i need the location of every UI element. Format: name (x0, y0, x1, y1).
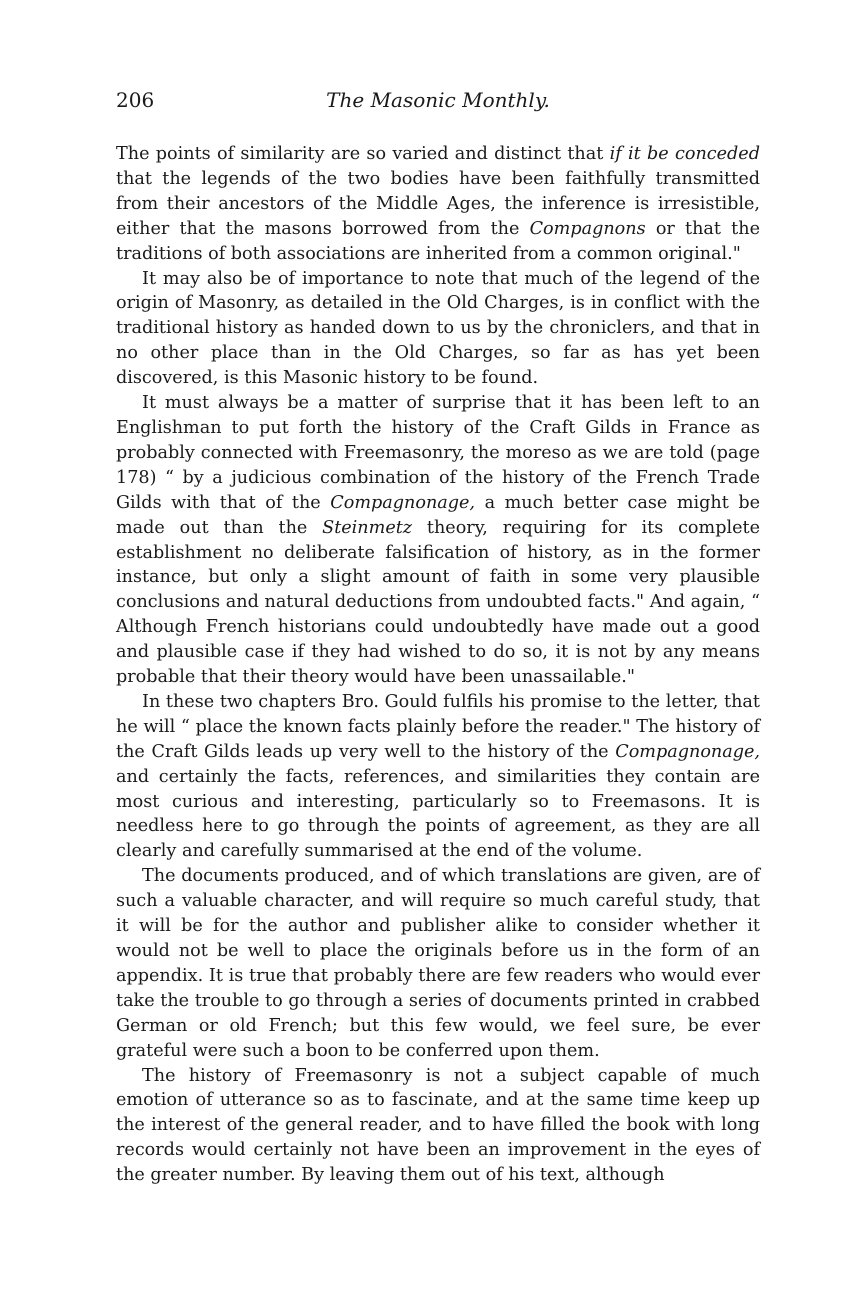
text-segment: or that the traditions of both associations are inherited from a common original." (116, 218, 760, 264)
paragraph-1 (116, 142, 760, 267)
text-segment: It may also be of importance to note that much of the legend of the origin of Masonry, as detailed in the Old Charges, is in conflict with the traditional history as handed down to us by the chroniclers, and that in no other place than in the Old Charges, so far as has yet been discovered, is this Masonic history to be found. (116, 268, 760, 389)
document-page (116, 88, 760, 1188)
paragraph-4 (116, 690, 760, 864)
text-segment: a much better case might be made out than the (116, 492, 761, 538)
text-segment: The points of similarity are so varied and distinct that (116, 144, 610, 164)
paragraph-6 (116, 1064, 760, 1189)
text-segment: In these two chapters Bro. Gould fulfils his promise to the letter, that he will “ place the known facts plainly before the reader." The history of the Craft Gilds leads up very well to the history of the (116, 691, 760, 762)
text-segment: and certainly the facts, references, and similarities they contain are most curious and interesting, particularly so to Freemasons. It is needless here to go through the points of agreement, as they are all clearly and carefully summarised at the end of the volume. (116, 766, 760, 862)
running-head (116, 88, 760, 116)
text-segment: It must always be a matter of surprise that it has been left to an Englishman to put forth the history of the Craft Gilds in France as probably connected with Freemasonry, the moreso as we are told (page 178) “ by a judicious combination of the history of the French Trade Gilds with that of the (116, 393, 760, 513)
paragraph-5 (116, 864, 760, 1063)
italic-phrase: Compagnonage, (330, 492, 476, 513)
italic-phrase: if it be conceded (609, 144, 760, 164)
italic-phrase: Compagnonage, (615, 741, 760, 762)
italic-phrase: Compagnons (529, 218, 646, 239)
paragraph-3 (116, 391, 760, 690)
text-segment: The history of Freemasonry is not a subject capable of much emotion of utterance so as to fascinate, and at the same time keep up the interest of the general reader, and to have filled the book with long records would certainly not have been an improvement in the eyes of the greater number. By leaving them out of his text, although (116, 1065, 760, 1186)
page-number: 206 (116, 88, 155, 112)
text-segment: The documents produced, and of which translations are given, are of such a valuable character, and will require so much careful study, that it will be for the author and publisher alike to consider whether it would not be well to place the originals before us in the form of an appendix. It is true that probably there are few readers who would ever take the trouble to go through a series of documents printed in crabbed German or old French; but this few would, we feel sure, be ever grateful were such a boon to be conferred upon them. (116, 866, 760, 1061)
journal-title: The Masonic Monthly. (326, 88, 550, 112)
text-segment: theory, requiring for its complete establishment no deliberate falsification of history, as in the former instance, but only a slight amount of faith in some very plausible conclusions and natural deductions from undoubted facts." And again, “ Although French historians could undoubtedly have made out a good and plausible case if they had wished to do so, it is not by any means probable that their theory would have been unassailable." (116, 517, 760, 688)
body-text (116, 142, 760, 1188)
paragraph-2 (116, 267, 760, 392)
text-segment: that the legends of the two bodies have been faithfully transmitted from their ancestors of the Middle Ages, the inference is irresistible, either that the masons borrowed from the (116, 168, 760, 239)
italic-phrase: Steinmetz (322, 517, 413, 538)
